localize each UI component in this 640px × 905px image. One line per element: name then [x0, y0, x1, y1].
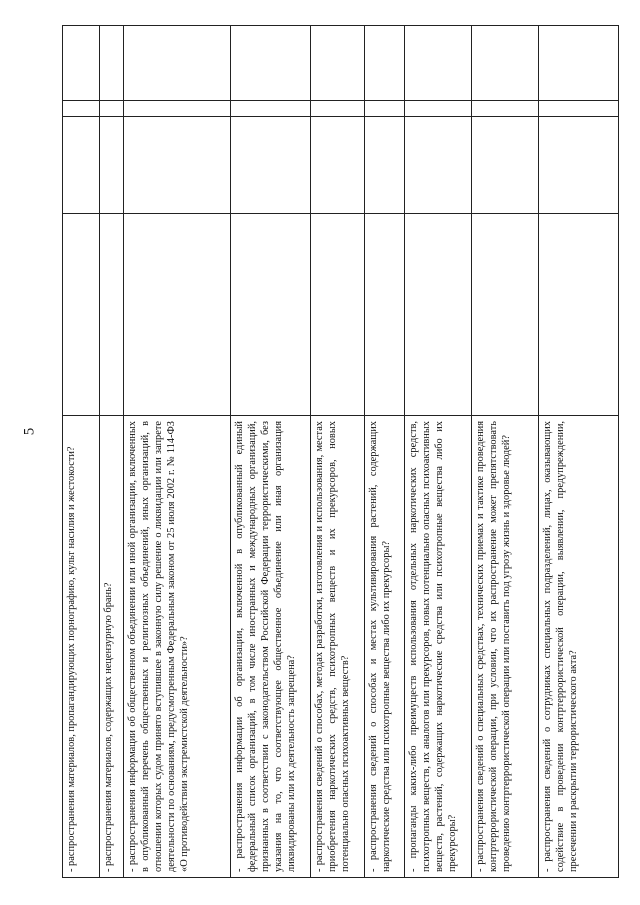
question-cell: - распространения материалов, пропагандирующих порнографию, культ насилия и жестокости? — [63, 416, 100, 878]
question-cell: - распространения информации об общественном объединении или иной организации, включенных в опубликованный перечень общественных и религиозных объединений, иных организаций, в отношении которых судом принято вступившее в законную силу решение о ликвидации или запрете деятельности по основаниям, предусмотренным Федеральным законом от 25 июля 2002 г. № 114-ФЗ «О противодействии экстремистской деятельности»? — [124, 416, 231, 878]
answer-cell — [231, 214, 311, 416]
table-row — [539, 26, 619, 878]
question-cell: - распространения сведений о способах и местах культивирования растений, содержащих наркотические средства или психотропные вещества либо их прекурсоры? — [365, 416, 405, 878]
question-cell: - распространения сведений о способах, методах разработки, изготовления и использования, местах приобретения наркотических средств, психотропных веществ и их прекурсоров, новых потенциально опасных психоактивных веществ? — [311, 416, 365, 878]
answer-cell — [311, 26, 365, 101]
checklist-table-container — [62, 26, 618, 878]
answer-cell — [472, 26, 539, 101]
table-row — [311, 26, 365, 878]
answer-cell — [124, 214, 231, 416]
answer-cell — [231, 101, 311, 117]
answer-cell — [124, 117, 231, 214]
answer-cell — [365, 214, 405, 416]
answer-cell — [100, 117, 124, 214]
answer-cell — [311, 214, 365, 416]
table-row — [231, 26, 311, 878]
answer-cell — [63, 117, 100, 214]
answer-cell — [405, 101, 472, 117]
answer-cell — [365, 26, 405, 101]
answer-cell — [539, 117, 619, 214]
answer-cell — [539, 214, 619, 416]
answer-cell — [472, 117, 539, 214]
table-row — [405, 26, 472, 878]
answer-cell — [472, 101, 539, 117]
answer-cell — [231, 26, 311, 101]
answer-cell — [63, 214, 100, 416]
checklist-table — [62, 25, 619, 878]
table-row — [472, 26, 539, 878]
answer-cell — [124, 101, 231, 117]
table-row — [63, 26, 100, 878]
answer-cell — [405, 26, 472, 101]
answer-cell — [311, 117, 365, 214]
answer-cell — [100, 101, 124, 117]
answer-cell — [231, 117, 311, 214]
answer-cell — [472, 214, 539, 416]
answer-cell — [365, 117, 405, 214]
answer-cell — [100, 26, 124, 101]
answer-cell — [539, 26, 619, 101]
question-cell: - распространения информации об организации, включенной в опубликованный единый федеральный список организаций, в том числе иностранных и международных организаций, признанных в соответствии с законодательством Российской Федерации террористическими, без указания на то, что соответствующее общественное объединение или иная организация ликвидированы или их деятельность запрещена? — [231, 416, 311, 878]
question-cell: - распространения материалов, содержащих нецензурную брань? — [100, 416, 124, 878]
answer-cell — [539, 101, 619, 117]
table-row — [100, 26, 124, 878]
table-row — [124, 26, 231, 878]
question-cell: - распространения сведений о специальных средствах, технических приемах и тактике проведения контртеррористической операции, при условии, что их распространение может препятствовать проведению контртеррористической операции или поставить под угрозу жизнь и здоровье людей? — [472, 416, 539, 878]
answer-cell — [63, 26, 100, 101]
answer-cell — [124, 26, 231, 101]
answer-cell — [365, 101, 405, 117]
answer-cell — [405, 117, 472, 214]
page-number: 5 — [21, 427, 38, 436]
answer-cell — [63, 101, 100, 117]
answer-cell — [405, 214, 472, 416]
answer-cell — [311, 101, 365, 117]
answer-cell — [100, 214, 124, 416]
question-cell: - распространения сведений о сотрудниках специальных подразделений, лицах, оказывающих содействие в проведении контртеррористической операции, выявлении, предупреждении, пресечении и раскрытии террористического акта? — [539, 416, 619, 878]
question-cell: - пропаганды каких-либо преимуществ использования отдельных наркотических средств, психотропных веществ, их аналогов или прекурсоров, новых потенциально опасных психоактивных веществ, растений, содержащих наркотические средства или психотропные вещества либо их прекурсоры? — [405, 416, 472, 878]
table-row — [365, 26, 405, 878]
